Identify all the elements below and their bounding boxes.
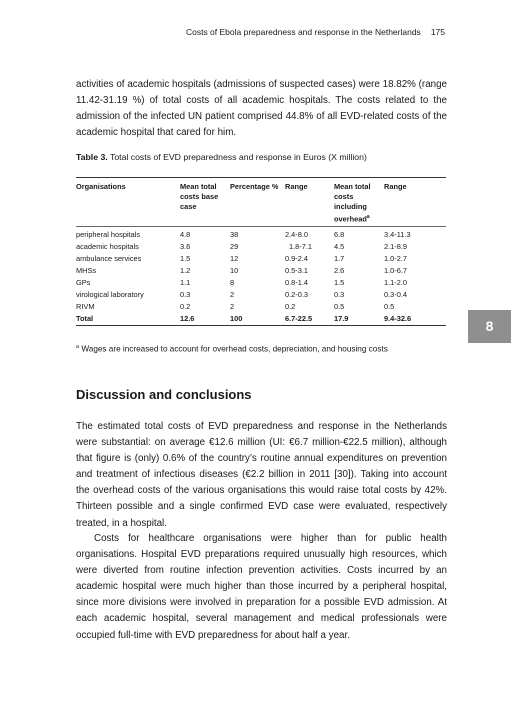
cell-organisation: virological laboratory — [76, 289, 144, 299]
cell-range-overhead: 1.1-2.0 — [384, 277, 408, 287]
table-total-row — [76, 313, 446, 325]
table-caption-label: Table 3. — [76, 152, 108, 162]
cell-mean-cost: 1.2 — [180, 266, 191, 276]
cell-range-overhead: 3.4-11.3 — [384, 230, 411, 240]
cell-mean-cost: 1.1 — [180, 277, 191, 287]
table-row — [76, 289, 446, 301]
table-row — [76, 301, 446, 313]
cell-range: 0.2 — [285, 301, 296, 311]
cell-total-mean-cost: 12.6 — [180, 313, 230, 325]
table-header-row — [76, 178, 446, 227]
costs-table — [76, 177, 446, 326]
cell-mean-cost-overhead: 1.7 — [334, 254, 345, 264]
cell-percentage: 29 — [230, 242, 239, 252]
running-header — [186, 27, 445, 37]
cell-total-label: Total — [76, 313, 180, 325]
cell-range: 1.8-7.1 — [289, 242, 313, 252]
cell-mean-cost-overhead: 6.8 — [334, 230, 345, 240]
col-header-overhead-label: Mean total costs including overhead — [334, 182, 371, 224]
running-title: Costs of Ebola preparedness and response in the Netherlands — [185, 27, 421, 37]
table-row — [76, 265, 446, 277]
cell-mean-cost-overhead: 0.3 — [334, 289, 345, 299]
cell-organisation: RIVM — [76, 301, 95, 311]
cell-mean-cost: 0.3 — [180, 289, 191, 299]
cell-total-range: 6.7-22.5 — [285, 313, 334, 325]
table-row — [76, 227, 446, 241]
table-footnote — [76, 344, 388, 354]
cell-mean-cost-overhead: 2.6 — [334, 266, 345, 276]
discussion-paragraph-2: Costs for healthcare organisations were higher than for public health organisations. Hospital EVD preparations required unusually high resources, which were diverted from routine infection prevention activities. Costs incurred by an academic hospital were much higher than those incurred by a peripheral hospital, since more divisions were involved in preparation for a possible EVD admission. At each academic hospital, several management and medical professionals were occupied full-time with EVD preparedness for about half a year. — [76, 533, 447, 641]
page-number: 175 — [430, 27, 445, 37]
col-header-percentage: Percentage % — [230, 178, 285, 227]
col-header-range: Range — [285, 178, 334, 227]
cell-mean-cost-overhead: 1.5 — [334, 277, 345, 287]
footnote-marker: a — [76, 344, 80, 350]
cell-mean-cost: 0.2 — [180, 301, 191, 311]
overhead-footnote-marker: a — [366, 214, 370, 220]
cell-range: 0.8-1.4 — [285, 277, 309, 287]
table-row — [76, 277, 446, 289]
cell-percentage: 2 — [230, 289, 235, 299]
section-heading: Discussion and conclusions — [76, 387, 252, 402]
cell-range: 2.4-8.0 — [285, 230, 309, 240]
cell-percentage: 10 — [230, 266, 239, 276]
cell-mean-cost: 3.6 — [180, 242, 191, 252]
col-header-mean-total-overhead — [334, 178, 384, 227]
cell-range: 0.5-3.1 — [285, 266, 309, 276]
cell-organisation: ambulance services — [76, 254, 142, 264]
cell-total-range-overhead: 9.4-32.6 — [384, 313, 446, 325]
cell-mean-cost-overhead: 4.5 — [334, 242, 345, 252]
cell-percentage: 38 — [230, 230, 239, 240]
col-header-range-overhead: Range — [384, 178, 446, 227]
cell-mean-cost-overhead: 0.5 — [334, 301, 345, 311]
cell-percentage: 8 — [230, 277, 235, 287]
table-row — [76, 253, 446, 265]
cell-range-overhead: 0.5 — [384, 301, 395, 311]
discussion-paragraph-1: The estimated total costs of EVD preparedness and response in the Netherlands were substantial: on average €12.6 million (UI: €6.7 million-€22.5 million), although that figure is (only) 0.6% of the country’s routine annual expenditures on prevention and treatment of infectious diseases (€2.2 billion in 2011 [30]). Taking into account the overhead costs of the various organisations this would raise total costs by 42%. Thirteen possible and a single confirmed EVD case were evaluated, respectively treated, in a hospital. — [76, 421, 447, 529]
cell-organisation: peripheral hospitals — [76, 230, 141, 240]
table-caption — [76, 152, 367, 162]
intro-paragraph: activities of academic hospitals (admissions of suspected cases) were 18.82% (range 11.42-31.19 %) of total costs of all academic hospitals. The costs related to the admission of the infected UN patient comprised 44.8% of all EVD-related costs of the academic hospital that cared for him. — [76, 79, 447, 139]
cell-total-percentage: 100 — [230, 313, 285, 325]
cell-range: 0.9-2.4 — [285, 254, 309, 264]
cell-range-overhead: 0.3-0.4 — [384, 289, 408, 299]
chapter-tab: 8 — [468, 310, 511, 343]
cell-percentage: 12 — [230, 254, 239, 264]
cell-organisation: MHSs — [76, 266, 97, 276]
col-header-mean-total-costs: Mean total costs base case — [180, 178, 230, 227]
cell-mean-cost: 1.5 — [180, 254, 191, 264]
cell-total-mean-cost-overhead: 17.9 — [334, 313, 384, 325]
table-caption-text: Total costs of EVD preparedness and response in Euros (X million) — [107, 152, 367, 162]
cell-range-overhead: 1.0-2.7 — [384, 254, 408, 264]
cell-range: 0.2-0.3 — [285, 289, 309, 299]
cell-range-overhead: 1.0-6.7 — [384, 266, 408, 276]
table-row — [76, 241, 446, 253]
col-header-organisations: Organisations — [76, 178, 180, 227]
cell-range-overhead: 2.1-8.9 — [384, 242, 408, 252]
cell-organisation: GPs — [76, 277, 91, 287]
cell-organisation: academic hospitals — [76, 242, 139, 252]
cell-mean-cost: 4.8 — [180, 230, 191, 240]
cell-percentage: 2 — [230, 301, 235, 311]
footnote-text: Wages are increased to account for overhead costs, depreciation, and housing costs — [79, 344, 388, 354]
